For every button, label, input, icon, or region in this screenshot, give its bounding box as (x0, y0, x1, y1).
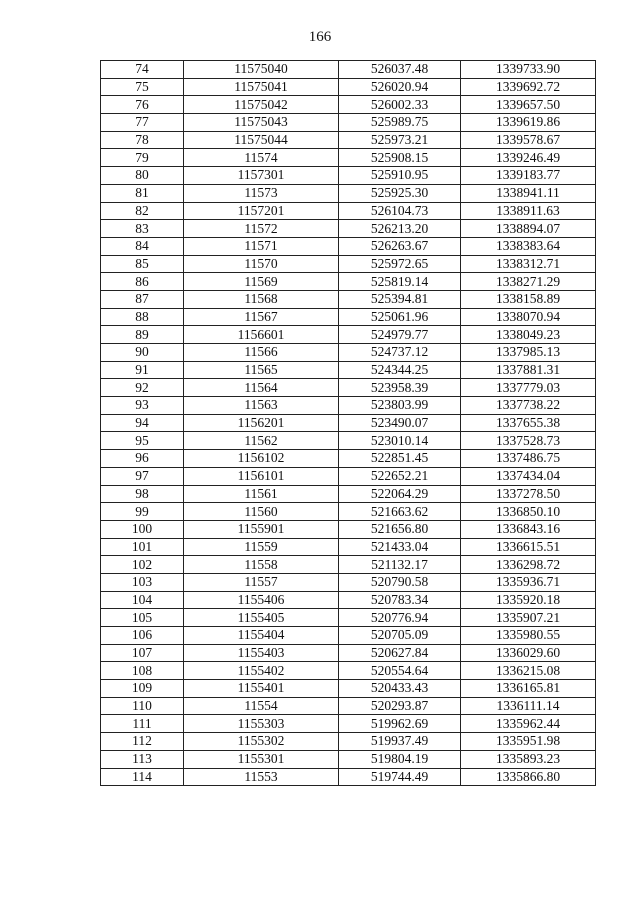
y-coordinate-cell: 1338271.29 (461, 273, 596, 291)
point-id-cell: 11575041 (184, 78, 339, 96)
table-row (101, 538, 596, 556)
row-number-cell: 77 (101, 114, 184, 132)
x-coordinate-cell: 522652.21 (339, 467, 461, 485)
point-id-cell: 1155302 (184, 733, 339, 751)
table-row (101, 114, 596, 132)
table-row (101, 573, 596, 591)
row-number-cell: 78 (101, 131, 184, 149)
row-number-cell: 83 (101, 220, 184, 238)
y-coordinate-cell: 1338383.64 (461, 237, 596, 255)
x-coordinate-cell: 523490.07 (339, 414, 461, 432)
point-id-cell: 11575044 (184, 131, 339, 149)
y-coordinate-cell: 1336215.08 (461, 662, 596, 680)
table-row (101, 397, 596, 415)
x-coordinate-cell: 522064.29 (339, 485, 461, 503)
table-row (101, 467, 596, 485)
table-row (101, 220, 596, 238)
table-row (101, 237, 596, 255)
point-id-cell: 11566 (184, 344, 339, 362)
table-row (101, 414, 596, 432)
table-row (101, 715, 596, 733)
table-row (101, 273, 596, 291)
row-number-cell: 93 (101, 397, 184, 415)
point-id-cell: 11573 (184, 184, 339, 202)
x-coordinate-cell: 524737.12 (339, 344, 461, 362)
row-number-cell: 91 (101, 361, 184, 379)
point-id-cell: 1156601 (184, 326, 339, 344)
x-coordinate-cell: 523803.99 (339, 397, 461, 415)
y-coordinate-cell: 1339733.90 (461, 61, 596, 79)
row-number-cell: 98 (101, 485, 184, 503)
x-coordinate-cell: 522851.45 (339, 450, 461, 468)
point-id-cell: 11567 (184, 308, 339, 326)
point-id-cell: 1157201 (184, 202, 339, 220)
point-id-cell: 1156201 (184, 414, 339, 432)
table-row (101, 768, 596, 786)
x-coordinate-cell: 524979.77 (339, 326, 461, 344)
y-coordinate-cell: 1336843.16 (461, 520, 596, 538)
table-row (101, 627, 596, 645)
row-number-cell: 80 (101, 167, 184, 185)
point-id-cell: 11559 (184, 538, 339, 556)
row-number-cell: 101 (101, 538, 184, 556)
point-id-cell: 11572 (184, 220, 339, 238)
table-row (101, 344, 596, 362)
row-number-cell: 102 (101, 556, 184, 574)
row-number-cell: 108 (101, 662, 184, 680)
y-coordinate-cell: 1338049.23 (461, 326, 596, 344)
row-number-cell: 75 (101, 78, 184, 96)
table-row (101, 131, 596, 149)
x-coordinate-cell: 525925.30 (339, 184, 461, 202)
point-id-cell: 11570 (184, 255, 339, 273)
y-coordinate-cell: 1335866.80 (461, 768, 596, 786)
row-number-cell: 111 (101, 715, 184, 733)
y-coordinate-cell: 1336111.14 (461, 697, 596, 715)
x-coordinate-cell: 523958.39 (339, 379, 461, 397)
y-coordinate-cell: 1336850.10 (461, 503, 596, 521)
y-coordinate-cell: 1336298.72 (461, 556, 596, 574)
table-row (101, 361, 596, 379)
point-id-cell: 11560 (184, 503, 339, 521)
row-number-cell: 97 (101, 467, 184, 485)
x-coordinate-cell: 525394.81 (339, 290, 461, 308)
point-id-cell: 11575042 (184, 96, 339, 114)
point-id-cell: 11557 (184, 573, 339, 591)
x-coordinate-cell: 525989.75 (339, 114, 461, 132)
point-id-cell: 1156102 (184, 450, 339, 468)
x-coordinate-cell: 526104.73 (339, 202, 461, 220)
y-coordinate-cell: 1339657.50 (461, 96, 596, 114)
row-number-cell: 89 (101, 326, 184, 344)
row-number-cell: 85 (101, 255, 184, 273)
x-coordinate-cell: 523010.14 (339, 432, 461, 450)
row-number-cell: 94 (101, 414, 184, 432)
x-coordinate-cell: 520790.58 (339, 573, 461, 591)
table-row (101, 308, 596, 326)
x-coordinate-cell: 520554.64 (339, 662, 461, 680)
x-coordinate-cell: 526037.48 (339, 61, 461, 79)
row-number-cell: 103 (101, 573, 184, 591)
point-id-cell: 1156101 (184, 467, 339, 485)
x-coordinate-cell: 525061.96 (339, 308, 461, 326)
table-row (101, 450, 596, 468)
row-number-cell: 87 (101, 290, 184, 308)
point-id-cell: 1155406 (184, 591, 339, 609)
x-coordinate-cell: 520627.84 (339, 644, 461, 662)
row-number-cell: 104 (101, 591, 184, 609)
table-row (101, 680, 596, 698)
row-number-cell: 96 (101, 450, 184, 468)
y-coordinate-cell: 1335907.21 (461, 609, 596, 627)
table-row (101, 202, 596, 220)
point-id-cell: 11574 (184, 149, 339, 167)
y-coordinate-cell: 1338911.63 (461, 202, 596, 220)
y-coordinate-cell: 1339246.49 (461, 149, 596, 167)
x-coordinate-cell: 526213.20 (339, 220, 461, 238)
x-coordinate-cell: 526263.67 (339, 237, 461, 255)
point-id-cell: 11562 (184, 432, 339, 450)
table-row (101, 644, 596, 662)
row-number-cell: 82 (101, 202, 184, 220)
table-row (101, 697, 596, 715)
x-coordinate-cell: 525973.21 (339, 131, 461, 149)
row-number-cell: 92 (101, 379, 184, 397)
page-number: 166 (308, 29, 332, 45)
x-coordinate-cell: 521132.17 (339, 556, 461, 574)
coordinates-table-body (101, 61, 596, 786)
x-coordinate-cell: 524344.25 (339, 361, 461, 379)
x-coordinate-cell: 520293.87 (339, 697, 461, 715)
table-row (101, 290, 596, 308)
y-coordinate-cell: 1338312.71 (461, 255, 596, 273)
row-number-cell: 112 (101, 733, 184, 751)
y-coordinate-cell: 1337655.38 (461, 414, 596, 432)
table-row (101, 167, 596, 185)
table-row (101, 184, 596, 202)
y-coordinate-cell: 1336165.81 (461, 680, 596, 698)
row-number-cell: 100 (101, 520, 184, 538)
table-row (101, 503, 596, 521)
y-coordinate-cell: 1335893.23 (461, 750, 596, 768)
point-id-cell: 1155404 (184, 627, 339, 645)
x-coordinate-cell: 525972.65 (339, 255, 461, 273)
point-id-cell: 11561 (184, 485, 339, 503)
row-number-cell: 86 (101, 273, 184, 291)
row-number-cell: 76 (101, 96, 184, 114)
y-coordinate-cell: 1338070.94 (461, 308, 596, 326)
point-id-cell: 11568 (184, 290, 339, 308)
x-coordinate-cell: 519937.49 (339, 733, 461, 751)
point-id-cell: 1155303 (184, 715, 339, 733)
row-number-cell: 84 (101, 237, 184, 255)
y-coordinate-cell: 1339692.72 (461, 78, 596, 96)
point-id-cell: 1155901 (184, 520, 339, 538)
point-id-cell: 1155401 (184, 680, 339, 698)
x-coordinate-cell: 525910.95 (339, 167, 461, 185)
x-coordinate-cell: 519744.49 (339, 768, 461, 786)
point-id-cell: 11575043 (184, 114, 339, 132)
row-number-cell: 90 (101, 344, 184, 362)
point-id-cell: 11558 (184, 556, 339, 574)
table-row (101, 61, 596, 79)
row-number-cell: 113 (101, 750, 184, 768)
y-coordinate-cell: 1336615.51 (461, 538, 596, 556)
row-number-cell: 106 (101, 627, 184, 645)
y-coordinate-cell: 1335951.98 (461, 733, 596, 751)
y-coordinate-cell: 1335980.55 (461, 627, 596, 645)
y-coordinate-cell: 1337985.13 (461, 344, 596, 362)
table-row (101, 591, 596, 609)
point-id-cell: 11554 (184, 697, 339, 715)
x-coordinate-cell: 526002.33 (339, 96, 461, 114)
table-row (101, 96, 596, 114)
table-row (101, 662, 596, 680)
row-number-cell: 109 (101, 680, 184, 698)
point-id-cell: 11553 (184, 768, 339, 786)
x-coordinate-cell: 521656.80 (339, 520, 461, 538)
table-row (101, 733, 596, 751)
y-coordinate-cell: 1335936.71 (461, 573, 596, 591)
row-number-cell: 105 (101, 609, 184, 627)
x-coordinate-cell: 519962.69 (339, 715, 461, 733)
y-coordinate-cell: 1338894.07 (461, 220, 596, 238)
table-row (101, 149, 596, 167)
point-id-cell: 11569 (184, 273, 339, 291)
y-coordinate-cell: 1337278.50 (461, 485, 596, 503)
x-coordinate-cell: 521663.62 (339, 503, 461, 521)
x-coordinate-cell: 521433.04 (339, 538, 461, 556)
row-number-cell: 99 (101, 503, 184, 521)
x-coordinate-cell: 520776.94 (339, 609, 461, 627)
point-id-cell: 1155301 (184, 750, 339, 768)
table-row (101, 326, 596, 344)
y-coordinate-cell: 1339619.86 (461, 114, 596, 132)
point-id-cell: 11564 (184, 379, 339, 397)
y-coordinate-cell: 1335920.18 (461, 591, 596, 609)
x-coordinate-cell: 525908.15 (339, 149, 461, 167)
point-id-cell: 1155405 (184, 609, 339, 627)
y-coordinate-cell: 1338158.89 (461, 290, 596, 308)
point-id-cell: 1155402 (184, 662, 339, 680)
row-number-cell: 74 (101, 61, 184, 79)
point-id-cell: 11575040 (184, 61, 339, 79)
table-row (101, 78, 596, 96)
x-coordinate-cell: 520705.09 (339, 627, 461, 645)
y-coordinate-cell: 1337486.75 (461, 450, 596, 468)
point-id-cell: 11563 (184, 397, 339, 415)
y-coordinate-cell: 1337528.73 (461, 432, 596, 450)
point-id-cell: 1157301 (184, 167, 339, 185)
y-coordinate-cell: 1339183.77 (461, 167, 596, 185)
y-coordinate-cell: 1339578.67 (461, 131, 596, 149)
row-number-cell: 81 (101, 184, 184, 202)
x-coordinate-cell: 520783.34 (339, 591, 461, 609)
y-coordinate-cell: 1338941.11 (461, 184, 596, 202)
table-row (101, 556, 596, 574)
point-id-cell: 11565 (184, 361, 339, 379)
row-number-cell: 79 (101, 149, 184, 167)
table-row (101, 750, 596, 768)
y-coordinate-cell: 1336029.60 (461, 644, 596, 662)
y-coordinate-cell: 1337881.31 (461, 361, 596, 379)
row-number-cell: 107 (101, 644, 184, 662)
coordinates-table (100, 60, 596, 786)
row-number-cell: 95 (101, 432, 184, 450)
row-number-cell: 88 (101, 308, 184, 326)
point-id-cell: 1155403 (184, 644, 339, 662)
point-id-cell: 11571 (184, 237, 339, 255)
table-row (101, 379, 596, 397)
x-coordinate-cell: 519804.19 (339, 750, 461, 768)
x-coordinate-cell: 520433.43 (339, 680, 461, 698)
y-coordinate-cell: 1337779.03 (461, 379, 596, 397)
row-number-cell: 114 (101, 768, 184, 786)
table-row (101, 485, 596, 503)
y-coordinate-cell: 1337434.04 (461, 467, 596, 485)
y-coordinate-cell: 1335962.44 (461, 715, 596, 733)
table-row (101, 255, 596, 273)
table-row (101, 609, 596, 627)
row-number-cell: 110 (101, 697, 184, 715)
x-coordinate-cell: 525819.14 (339, 273, 461, 291)
x-coordinate-cell: 526020.94 (339, 78, 461, 96)
y-coordinate-cell: 1337738.22 (461, 397, 596, 415)
table-row (101, 432, 596, 450)
table-row (101, 520, 596, 538)
